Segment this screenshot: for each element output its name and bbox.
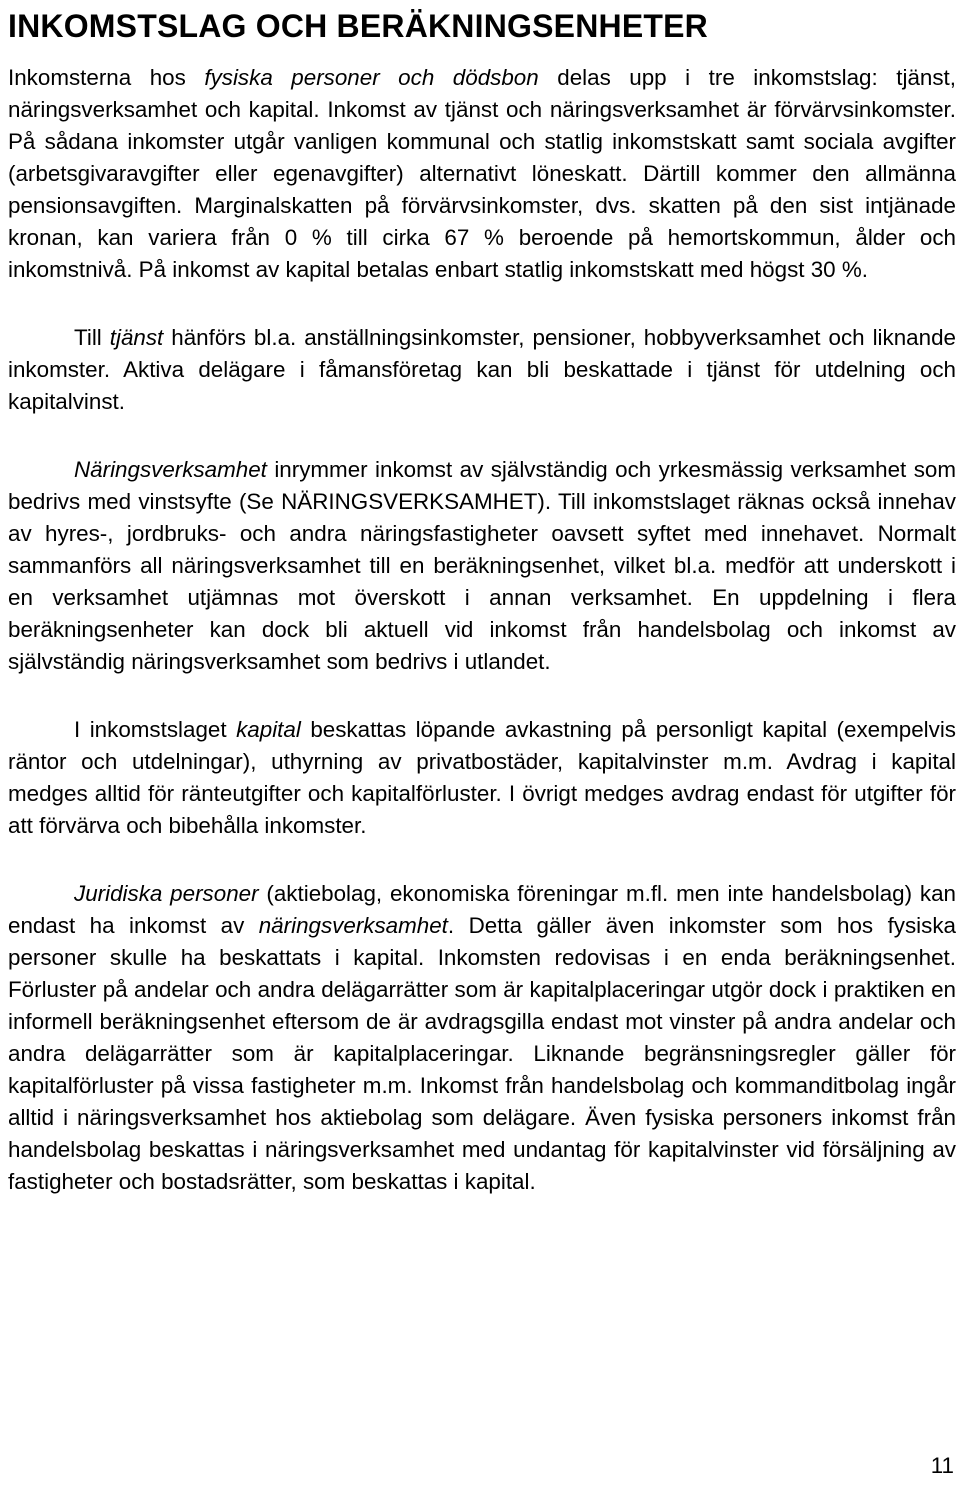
italic-term: kapital — [236, 717, 301, 742]
italic-term: Näringsverksamhet — [74, 457, 267, 482]
paragraph-spacer — [8, 678, 956, 714]
paragraph-spacer — [8, 286, 956, 322]
text-run: hänförs bl.a. anställningsinkomster, pensioner, hobbyverksamhet och liknande inkomster. Aktiva delägare i fåmansföretag kan bli beskattade i tjänst för utdelning och kapitalvinst. — [8, 325, 956, 414]
paragraph-spacer — [8, 842, 956, 878]
paragraph-inkomstslag — [8, 62, 956, 286]
italic-term: Juridiska personer — [74, 881, 259, 906]
paragraph-naringsverksamhet — [8, 454, 956, 678]
text-run: (aktiebolag, ekonomiska föreningar m.fl. men inte handelsbolag) kan endast ha inkomst av — [8, 881, 956, 938]
text-run: Inkomsterna hos — [8, 65, 205, 90]
text-run: beskattas löpande avkastning på personligt kapital (exempelvis räntor och utdelningar), uthyrning av privatbostäder, kapitalvinster m.m. Avdrag i kapital medges alltid för ränteutgifter och kapitalförluster. I övrigt medges avdrag endast för utgifter för att förvärva och bibehålla inkomster. — [8, 717, 956, 838]
text-run: Till — [74, 325, 110, 350]
document-page — [8, 0, 956, 1198]
paragraph-tjanst — [8, 322, 956, 418]
page-title: INKOMSTSLAG OCH BERÄKNINGSENHETER — [8, 8, 708, 44]
text-run: inrymmer inkomst av självständig och yrkesmässig verksamhet som bedrivs med vinstsyfte (Se NÄRINGSVERKSAMHET). Till inkomstslaget räknas också innehav av hyres-, jordbruks- och andra näringsfastigheter oavsett syftet med innehavet. Normalt sammanförs all näringsverksamhet till en beräkningsenhet, vilket bl.a. medför att underskott i en verksamhet utjämnas mot överskott i annan verksamhet. En uppdelning i flera beräkningsenheter kan dock bli aktuell vid inkomst från handelsbolag och inkomst av självständig näringsverksamhet som bedrivs i utlandet. — [8, 457, 956, 674]
paragraph-spacer — [8, 418, 956, 454]
text-run: . Detta gäller även inkomster som hos fysiska personer skulle ha beskattats i kapital. Inkomsten redovisas i en enda beräkningsenhet. Förluster på andelar och andra delägarrätter som är kapitalplaceringar utgör dock i praktiken en informell beräkningsenhet eftersom de är avdragsgilla endast mot vinster på andra andelar och andra delägarrätter som är kapitalplaceringar. Liknande begränsningsregler gäller för kapitalförluster på vissa fastigheter m.m. Inkomst från handelsbolag och kommanditbolag ingår alltid i näringsverksamhet hos aktiebolag som delägare. Även fysiska personers inkomst från handelsbolag beskattas i näringsverksamhet med undantag för kapitalvinster vid försäljning av fastigheter och bostadsrätter, som beskattas i kapital. — [8, 913, 956, 1194]
italic-term: näringsverksamhet — [258, 913, 448, 938]
italic-term: tjänst — [109, 325, 164, 350]
paragraph-juridiska-personer — [8, 878, 956, 1198]
italic-term: fysiska personer och dödsbon — [204, 65, 539, 90]
paragraph-kapital — [8, 714, 956, 842]
text-run: delas upp i tre inkomstslag: tjänst, näringsverksamhet och kapital. Inkomst av tjänst och näringsverksamhet är förvärvsinkomster. På sådana inkomster utgår vanligen kommunal och statlig inkomstskatt samt sociala avgifter (arbetsgivaravgifter eller egenavgifter) alternativt löneskatt. Därtill kommer den allmänna pensionsavgiften. Marginalskatten på förvärvsinkomster, dvs. skatten på den sist intjänade kronan, kan variera från 0 % till cirka 67 % beroende på hemortskommun, ålder och inkomstnivå. På inkomst av kapital betalas enbart statlig inkomstskatt med högst 30 %. — [8, 65, 956, 282]
text-run: I inkomstslaget — [74, 717, 237, 742]
page-number: 11 — [930, 1453, 954, 1478]
